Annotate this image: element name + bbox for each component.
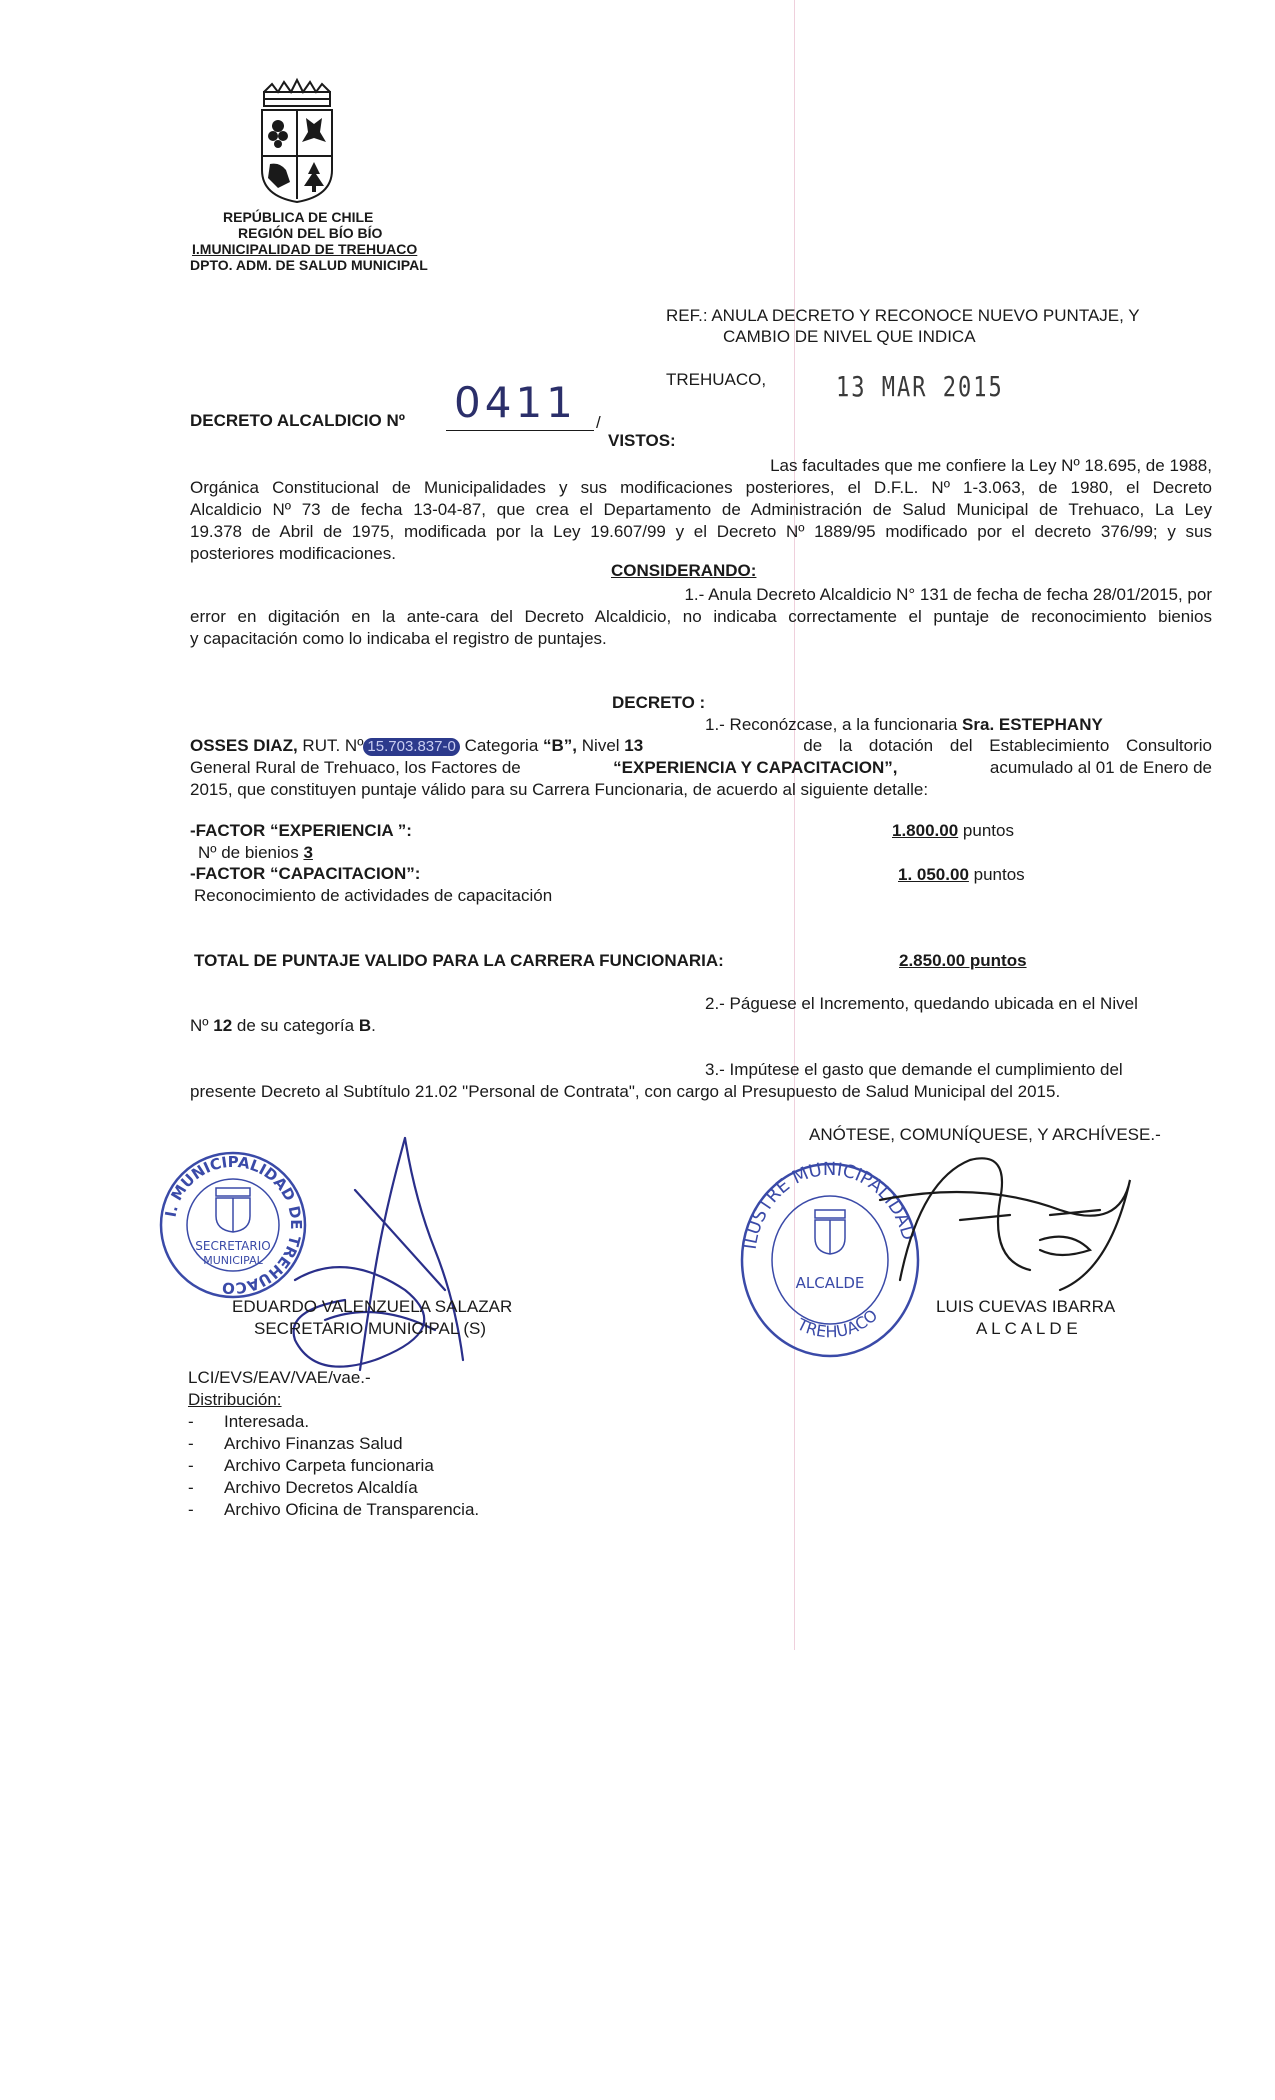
- factor-experience-label: -FACTOR “EXPERIENCIA ”:: [190, 821, 412, 840]
- mayor-signature: [860, 1120, 1160, 1320]
- experience-points-value: 1.800.00: [892, 821, 959, 840]
- decreto-p1-line2: [190, 735, 1212, 757]
- header-region: REGIÓN DEL BÍO BÍO: [238, 225, 383, 241]
- considerando-line-3: y capacitación como lo indicaba el registro de puntajes.: [190, 629, 607, 648]
- vistos-line-2: Orgánica Constitucional de Municipalidades y sus modificaciones posteriores, el D.F.L. Nº 1-3.063, de 1980, el Decreto: [190, 478, 1212, 497]
- item3-line-1: 3.- Impútese el gasto que demande el cumplimiento del: [705, 1060, 1123, 1079]
- mayor-title: A L C A L D E: [976, 1319, 1078, 1338]
- vistos-line-4: 19.378 de Abril de 1975, modificada por la Ley 19.607/99 y el Decreto Nº 1889/95 modificado por el decreto 376/99; y sus: [190, 522, 1212, 541]
- decreto-p1-line2-rest: de la dotación del Establecimiento Consultorio: [803, 736, 1212, 755]
- decreto-p1-line3-a: General Rural de Trehuaco, los Factores de: [190, 758, 521, 777]
- decreto-p1-name-last: OSSES DIAZ,: [190, 736, 298, 755]
- mayor-stamp-center: ALCALDE: [795, 1274, 865, 1292]
- factor-experience-points: [892, 820, 1014, 842]
- decreto-level-value: 13: [624, 736, 644, 755]
- decree-number-underline: [446, 430, 594, 431]
- considerando-line-1: 1.- Anula Decreto Alcaldicio N° 131 de fecha de fecha 28/01/2015, por: [684, 585, 1212, 604]
- ref-line-2: CAMBIO DE NIVEL QUE INDICA: [723, 327, 976, 346]
- place-label: TREHUACO,: [666, 370, 767, 389]
- item2-level-value: 12: [213, 1016, 233, 1035]
- secretary-stamp-ring-text: I. MUNICIPALIDAD DE TREHUACO: [161, 1152, 306, 1298]
- vistos-line-3: Alcaldicio Nº 73 de fecha 13-04-87, que crea el Departamento de Administración de Salud Municipal de Trehuaco, La Ley: [190, 500, 1212, 519]
- header-department: DPTO. ADM. DE SALUD MUNICIPAL: [190, 257, 428, 273]
- capacitation-points-unit: puntos: [973, 865, 1025, 884]
- capacitation-points-value: 1. 050.00: [898, 865, 969, 884]
- secretary-name: EDUARDO VALENZUELA SALAZAR: [232, 1297, 513, 1316]
- total-value: 2.850.00 puntos: [899, 951, 1027, 970]
- item2-line-2: [190, 1015, 376, 1037]
- blank-lower-area: [0, 1650, 1275, 2100]
- header-republic: REPÚBLICA DE CHILE: [223, 209, 374, 225]
- decreto-p1-name-first: Sra. ESTEPHANY: [962, 715, 1103, 734]
- list-item: - Archivo Carpeta funcionaria: [188, 1456, 434, 1475]
- bienios-label: Nº de bienios: [198, 843, 299, 862]
- decreto-p1-line3: [190, 757, 1212, 779]
- bienios-value: 3: [303, 843, 313, 862]
- decreto-level-label: Nivel: [581, 736, 620, 755]
- institution-header: [190, 209, 428, 273]
- decreto-category-value: “B”,: [543, 736, 578, 755]
- vistos-line-5: posteriores modificaciones.: [190, 544, 396, 563]
- page-fold-line: [794, 0, 795, 1650]
- list-item: - Archivo Decretos Alcaldía: [188, 1478, 418, 1497]
- vistos-heading: VISTOS:: [608, 431, 676, 450]
- item2-category-value: B: [358, 1016, 372, 1035]
- factor-capacitation-sub: Reconocimiento de actividades de capacitación: [194, 886, 553, 905]
- decreto-category-label: Categoria: [464, 736, 539, 755]
- factor-capacitation-points: [898, 864, 1025, 886]
- distribution-heading: Distribución:: [188, 1390, 282, 1409]
- decreto-factors-title: “EXPERIENCIA Y CAPACITACION”,: [613, 758, 898, 777]
- closing-formula: ANÓTESE, COMUNÍQUESE, Y ARCHÍVESE.-: [809, 1125, 1161, 1144]
- list-item: - Archivo Oficina de Transparencia.: [188, 1500, 480, 1519]
- considerando-heading: CONSIDERANDO:: [611, 561, 757, 580]
- decree-label: DECRETO ALCALDICIO Nº: [190, 411, 405, 430]
- vistos-line-1: Las facultades que me confiere la Ley Nº 18.695, de 1988,: [770, 456, 1212, 475]
- secretary-stamp-center-2: MUNICIPAL: [203, 1254, 263, 1267]
- decreto-p1-line3-c: acumulado al 01 de Enero de: [989, 758, 1212, 777]
- item2-period: .: [371, 1016, 376, 1035]
- header-municipality: I.MUNICIPALIDAD DE TREHUACO: [192, 241, 418, 257]
- decree-number-handwritten: 0411: [454, 378, 577, 427]
- list-item: - Archivo Finanzas Salud: [188, 1434, 403, 1453]
- factor-experience-sub: [198, 842, 313, 864]
- total-label: TOTAL DE PUNTAJE VALIDO PARA LA CARRERA FUNCIONARIA:: [194, 951, 724, 970]
- decreto-rut-redacted: 15.703.837-0: [363, 738, 459, 756]
- experience-points-unit: puntos: [962, 821, 1014, 840]
- item3-line-2: presente Decreto al Subtítulo 21.02 "Personal de Contrata", con cargo al Presupuesto de Salud Municipal del 2015.: [190, 1082, 1061, 1101]
- date-stamp: 13 MAR 2015: [836, 372, 1004, 404]
- item2-category-text: de su categoría: [236, 1016, 355, 1035]
- decreto-p1-intro: 1.- Reconózcase, a la funcionaria: [705, 715, 958, 734]
- decreto-heading: DECRETO :: [612, 693, 706, 712]
- decreto-p1-line1: [705, 714, 1103, 736]
- decreto-p1-line4: 2015, que constituyen puntaje válido para su Carrera Funcionaria, de acuerdo al siguiente detalle:: [190, 780, 929, 799]
- list-item: - Interesada.: [188, 1412, 310, 1431]
- item2-line-1: 2.- Páguese el Incremento, quedando ubicada en el Nivel: [705, 994, 1138, 1013]
- secretary-stamp-center-1: SECRETARIO: [195, 1239, 271, 1253]
- item2-level-prefix: Nº: [190, 1016, 209, 1035]
- ref-line-1: REF.: ANULA DECRETO Y RECONOCE NUEVO PUNTAJE, Y: [666, 306, 1140, 325]
- considerando-line-2: error en digitación en la ante-cara del Decreto Alcaldicio, no indicaba correctamente el puntaje de reconocimiento bienios: [190, 607, 1212, 626]
- drafting-initials: LCI/EVS/EAV/VAE/vae.-: [188, 1368, 371, 1387]
- distribution-list: [188, 1411, 479, 1521]
- secretary-title: SECRETARIO MUNICIPAL (S): [254, 1319, 487, 1338]
- mayor-stamp-ring-text: ILUSTRE MUNICIPALIDAD: [739, 1158, 919, 1251]
- decree-slash: /: [596, 413, 601, 432]
- decreto-rut-label: RUT. Nº: [302, 736, 364, 755]
- factor-capacitation-label: -FACTOR “CAPACITACION”:: [190, 864, 421, 883]
- coat-of-arms-logo: [256, 78, 338, 206]
- secretary-signature: [255, 1130, 485, 1390]
- mayor-name: LUIS CUEVAS IBARRA: [936, 1297, 1116, 1316]
- mayor-stamp-bottom-text: TREHUACO: [794, 1305, 882, 1342]
